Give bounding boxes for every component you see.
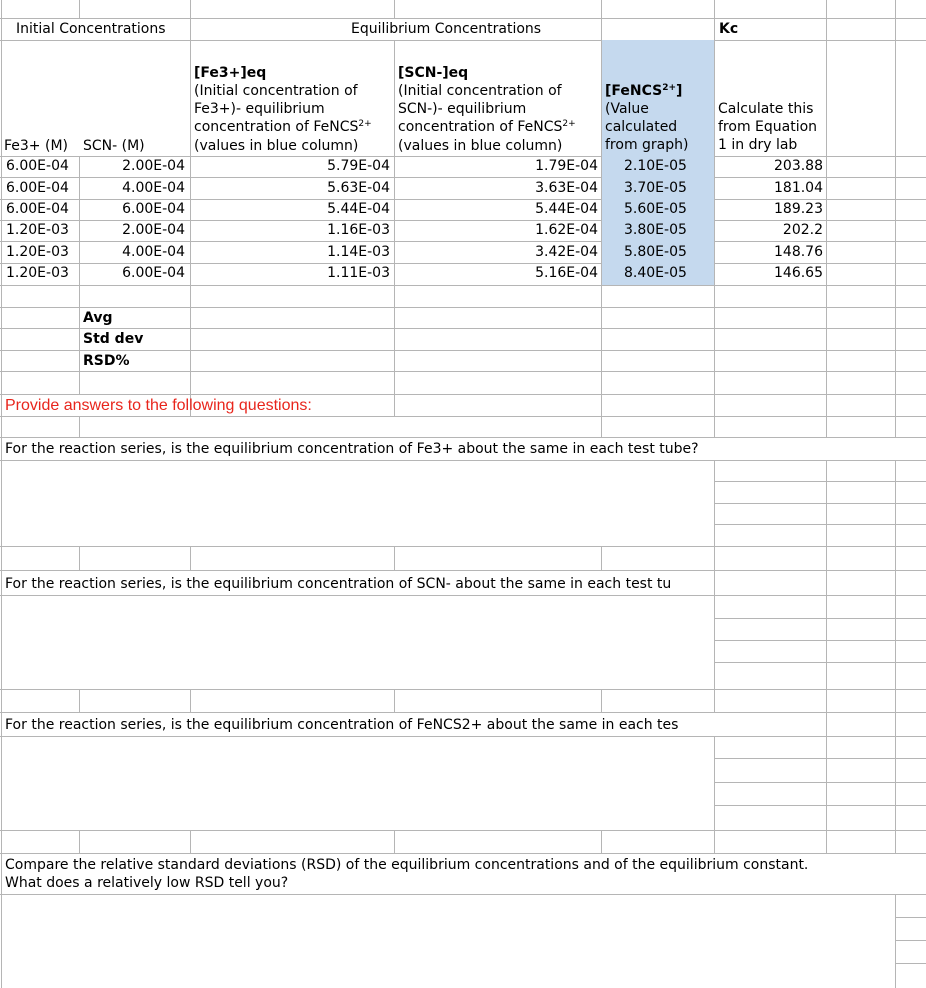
cell-kc[interactable]: 146.65: [774, 265, 823, 281]
scn-eq-desc-text: (Initial concentration of SCN-)- equilibrium concentration of FeNCS: [398, 83, 563, 135]
question-2: For the reaction series, is the equilibrium concentration of SCN- about the same in each test tu: [5, 576, 672, 592]
question-1: For the reaction series, is the equilibrium concentration of Fe3+ about the same in each test tube?: [5, 441, 699, 457]
cell-kc[interactable]: 203.88: [774, 158, 823, 174]
cell-fe-m[interactable]: 1.20E-03: [6, 265, 69, 281]
cell-kc[interactable]: 202.2: [782, 222, 823, 238]
scn-eq-sup: 2+: [562, 119, 576, 129]
cell-fe-m[interactable]: 1.20E-03: [6, 244, 69, 260]
cell-fe-eq[interactable]: 1.14E-03: [327, 244, 390, 260]
header-equilibrium-concentrations: Equilibrium Concentrations: [351, 21, 542, 37]
fencs-title-text: [FeNCS: [605, 83, 663, 99]
cell-scn-eq[interactable]: 1.62E-04: [535, 222, 598, 238]
fe-eq-sup: 2+: [358, 119, 372, 129]
cell-fe-m[interactable]: 1.20E-03: [6, 222, 69, 238]
cell-fe-eq[interactable]: 5.44E-04: [327, 201, 390, 217]
answer-area-1[interactable]: [2, 461, 714, 546]
cell-fe-eq[interactable]: 1.11E-03: [327, 265, 390, 281]
questions-prompt: Provide answers to the following questions:: [5, 397, 312, 414]
cell-scn-m[interactable]: 4.00E-04: [122, 180, 185, 196]
fe-eq-title: [Fe3+]eq: [194, 65, 267, 81]
cell-fe-eq[interactable]: 5.63E-04: [327, 180, 390, 196]
question-4-line-1: Compare the relative standard deviations (RSD) of the equilibrium concentrations and of the equilibrium constant.: [5, 857, 809, 873]
answer-area-2[interactable]: [2, 596, 714, 689]
cell-scn-eq[interactable]: 3.42E-04: [535, 244, 598, 260]
scn-eq-tail: (values in blue column): [398, 138, 563, 154]
kc-description: Calculate this from Equation 1 in dry lab: [718, 101, 818, 153]
question-4-line-2: What does a relatively low RSD tell you?: [5, 875, 289, 891]
cell-fencs[interactable]: 3.70E-05: [624, 180, 687, 196]
cell-scn-m[interactable]: 6.00E-04: [122, 201, 185, 217]
header-kc: Kc: [719, 21, 739, 37]
cell-kc[interactable]: 148.76: [774, 244, 823, 260]
cell-fe-m[interactable]: 6.00E-04: [6, 180, 69, 196]
cell-fencs[interactable]: 5.80E-05: [624, 244, 687, 260]
fe-eq-tail: (values in blue column): [194, 138, 359, 154]
fencs-close: ]: [676, 83, 683, 99]
rsd-label: RSD%: [83, 353, 130, 369]
answer-area-4[interactable]: [2, 895, 895, 988]
cell-fe-eq[interactable]: 1.16E-03: [327, 222, 390, 238]
cell-kc[interactable]: 189.23: [774, 201, 823, 217]
avg-label: Avg: [83, 310, 113, 326]
cell-scn-eq[interactable]: 5.16E-04: [535, 265, 598, 281]
cell-scn-m[interactable]: 4.00E-04: [122, 244, 185, 260]
fencs-description: (Value calculated from graph): [605, 101, 689, 153]
question-3: For the reaction series, is the equilibrium concentration of FeNCS2+ about the same in each tes: [5, 717, 679, 733]
cell-fencs[interactable]: 5.60E-05: [624, 201, 687, 217]
cell-scn-m[interactable]: 6.00E-04: [122, 265, 185, 281]
cell-fe-m[interactable]: 6.00E-04: [6, 158, 69, 174]
scn-eq-description: [398, 82, 576, 136]
fencs-sup: 2+: [662, 83, 677, 93]
fencs-title: [605, 82, 682, 100]
cell-fencs[interactable]: 8.40E-05: [624, 265, 687, 281]
cell-scn-eq[interactable]: 3.63E-04: [535, 180, 598, 196]
cell-fe-m[interactable]: 6.00E-04: [6, 201, 69, 217]
fe-eq-description: [194, 82, 372, 136]
col-header-fe-m: Fe3+ (M): [4, 138, 68, 154]
fe-eq-desc-text: (Initial concentration of Fe3+)- equilibrium concentration of FeNCS: [194, 83, 359, 135]
answer-area-3[interactable]: [2, 737, 714, 830]
cell-scn-m[interactable]: 2.00E-04: [122, 222, 185, 238]
scn-eq-title: [SCN-]eq: [398, 65, 469, 81]
col-header-scn-m: SCN- (M): [83, 138, 145, 154]
cell-fe-eq[interactable]: 5.79E-04: [327, 158, 390, 174]
cell-fencs[interactable]: 3.80E-05: [624, 222, 687, 238]
cell-scn-eq[interactable]: 1.79E-04: [535, 158, 598, 174]
cell-scn-m[interactable]: 2.00E-04: [122, 158, 185, 174]
std-dev-label: Std dev: [83, 331, 144, 347]
cell-fencs[interactable]: 2.10E-05: [624, 158, 687, 174]
header-initial-concentrations: Initial Concentrations: [16, 21, 166, 37]
cell-kc[interactable]: 181.04: [774, 180, 823, 196]
cell-scn-eq[interactable]: 5.44E-04: [535, 201, 598, 217]
